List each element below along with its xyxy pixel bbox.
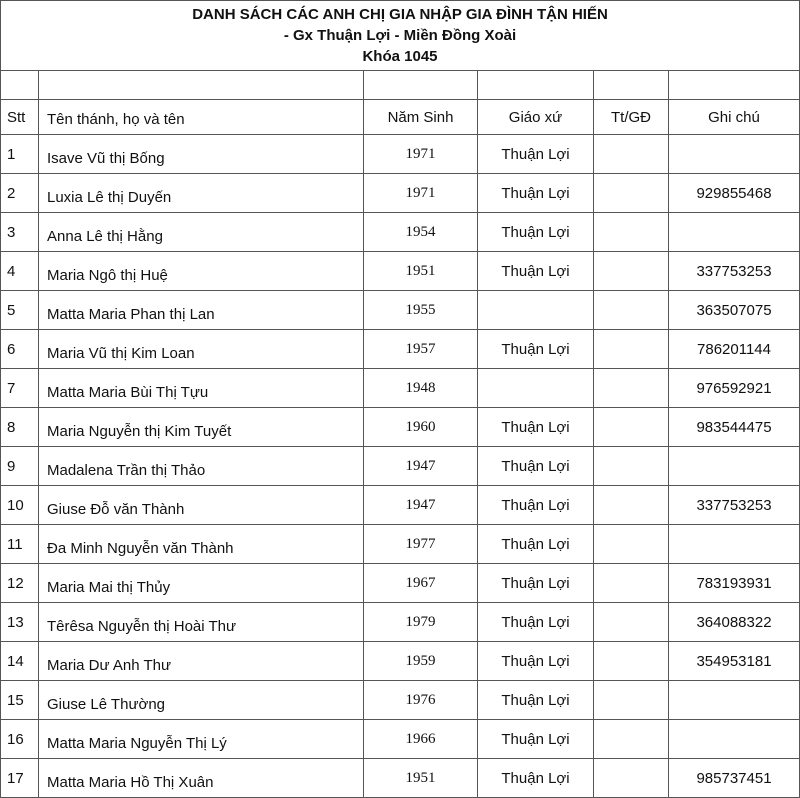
row-year: 1960 bbox=[364, 408, 478, 447]
table-row bbox=[1, 720, 800, 759]
row-ttgd bbox=[594, 135, 669, 174]
header-name: Tên thánh, họ và tên bbox=[39, 100, 364, 135]
document-subtitle: - Gx Thuận Lợi - Miền Đồng Xoài bbox=[283, 27, 517, 44]
row-stt: 13 bbox=[1, 603, 39, 642]
row-note: 363507075 bbox=[669, 291, 800, 330]
row-stt: 17 bbox=[1, 759, 39, 798]
row-year: 1955 bbox=[364, 291, 478, 330]
row-name: Maria Mai thị Thủy bbox=[39, 564, 364, 603]
row-stt: 9 bbox=[1, 447, 39, 486]
row-name: Madalena Trần thị Thảo bbox=[39, 447, 364, 486]
table-row bbox=[1, 681, 800, 720]
row-parish: Thuận Lợi bbox=[478, 408, 594, 447]
table-row bbox=[1, 525, 800, 564]
row-stt: 11 bbox=[1, 525, 39, 564]
row-parish: Thuận Lợi bbox=[478, 447, 594, 486]
row-ttgd bbox=[594, 330, 669, 369]
row-parish: Thuận Lợi bbox=[478, 759, 594, 798]
row-name: Isave Vũ thị Bống bbox=[39, 135, 364, 174]
row-parish: Thuận Lợi bbox=[478, 720, 594, 759]
row-name: Anna Lê thị Hằng bbox=[39, 213, 364, 252]
row-note bbox=[669, 213, 800, 252]
row-ttgd bbox=[594, 525, 669, 564]
table-cell bbox=[669, 71, 800, 100]
table-row bbox=[1, 408, 800, 447]
row-year: 1947 bbox=[364, 447, 478, 486]
row-year: 1971 bbox=[364, 174, 478, 213]
table-cell bbox=[1, 71, 39, 100]
table-row bbox=[1, 213, 800, 252]
row-year: 1947 bbox=[364, 486, 478, 525]
row-name: Matta Maria Bùi Thị Tựu bbox=[39, 369, 364, 408]
row-stt: 14 bbox=[1, 642, 39, 681]
table-row bbox=[1, 135, 800, 174]
row-name: Giuse Đỗ văn Thành bbox=[39, 486, 364, 525]
row-note: 337753253 bbox=[669, 486, 800, 525]
row-parish: Thuận Lợi bbox=[478, 135, 594, 174]
row-stt: 3 bbox=[1, 213, 39, 252]
row-ttgd bbox=[594, 642, 669, 681]
row-note: 976592921 bbox=[669, 369, 800, 408]
row-name: Maria Dư Anh Thư bbox=[39, 642, 364, 681]
table-row bbox=[1, 759, 800, 798]
row-ttgd bbox=[594, 408, 669, 447]
row-name: Matta Maria Phan thị Lan bbox=[39, 291, 364, 330]
row-year: 1966 bbox=[364, 720, 478, 759]
row-stt: 10 bbox=[1, 486, 39, 525]
row-name: Maria Vũ thị Kim Loan bbox=[39, 330, 364, 369]
row-name: Matta Maria Hồ Thị Xuân bbox=[39, 759, 364, 798]
member-table bbox=[0, 70, 800, 798]
row-year: 1954 bbox=[364, 213, 478, 252]
row-year: 1957 bbox=[364, 330, 478, 369]
table-row bbox=[1, 486, 800, 525]
blank-row bbox=[1, 71, 800, 100]
row-name: Matta Maria Nguyễn Thị Lý bbox=[39, 720, 364, 759]
table-cell bbox=[594, 71, 669, 100]
row-note bbox=[669, 720, 800, 759]
row-note: 983544475 bbox=[669, 408, 800, 447]
row-ttgd bbox=[594, 174, 669, 213]
row-note: 337753253 bbox=[669, 252, 800, 291]
table-row bbox=[1, 252, 800, 291]
row-stt: 5 bbox=[1, 291, 39, 330]
row-ttgd bbox=[594, 447, 669, 486]
row-stt: 4 bbox=[1, 252, 39, 291]
row-year: 1959 bbox=[364, 642, 478, 681]
row-name: Luxia Lê thị Duyến bbox=[39, 174, 364, 213]
row-note: 783193931 bbox=[669, 564, 800, 603]
row-parish: Thuận Lợi bbox=[478, 330, 594, 369]
row-ttgd bbox=[594, 720, 669, 759]
row-stt: 12 bbox=[1, 564, 39, 603]
table-row bbox=[1, 291, 800, 330]
row-parish: Thuận Lợi bbox=[478, 174, 594, 213]
row-ttgd bbox=[594, 213, 669, 252]
row-ttgd bbox=[594, 291, 669, 330]
row-year: 1948 bbox=[364, 369, 478, 408]
table-row bbox=[1, 603, 800, 642]
row-parish: Thuận Lợi bbox=[478, 486, 594, 525]
row-stt: 7 bbox=[1, 369, 39, 408]
row-stt: 8 bbox=[1, 408, 39, 447]
table-row bbox=[1, 369, 800, 408]
table-cell bbox=[364, 71, 478, 100]
row-year: 1951 bbox=[364, 759, 478, 798]
row-ttgd bbox=[594, 603, 669, 642]
row-parish: Thuận Lợi bbox=[478, 525, 594, 564]
header-parish: Giáo xứ bbox=[478, 100, 594, 135]
row-parish bbox=[478, 369, 594, 408]
document-title: DANH SÁCH CÁC ANH CHỊ GIA NHẬP GIA ĐÌNH TẬN HIẾN bbox=[192, 6, 608, 23]
table-row bbox=[1, 330, 800, 369]
row-parish: Thuận Lợi bbox=[478, 681, 594, 720]
row-stt: 15 bbox=[1, 681, 39, 720]
row-name: Maria Ngô thị Huệ bbox=[39, 252, 364, 291]
row-ttgd bbox=[594, 759, 669, 798]
row-stt: 1 bbox=[1, 135, 39, 174]
table-cell bbox=[478, 71, 594, 100]
row-year: 1967 bbox=[364, 564, 478, 603]
row-parish: Thuận Lợi bbox=[478, 642, 594, 681]
header-year: Năm Sinh bbox=[364, 100, 478, 135]
row-note bbox=[669, 447, 800, 486]
table-row bbox=[1, 174, 800, 213]
row-note bbox=[669, 681, 800, 720]
table-row bbox=[1, 642, 800, 681]
table-row bbox=[1, 447, 800, 486]
header-ttgd: Tt/GĐ bbox=[594, 100, 669, 135]
row-year: 1951 bbox=[364, 252, 478, 291]
row-parish: Thuận Lợi bbox=[478, 213, 594, 252]
row-stt: 6 bbox=[1, 330, 39, 369]
course-label: Khóa 1045 bbox=[362, 48, 438, 65]
header-note: Ghi chú bbox=[669, 100, 800, 135]
row-parish: Thuận Lợi bbox=[478, 603, 594, 642]
row-note: 364088322 bbox=[669, 603, 800, 642]
header-row bbox=[1, 100, 800, 135]
row-note: 985737451 bbox=[669, 759, 800, 798]
row-note: 354953181 bbox=[669, 642, 800, 681]
row-name: Têrêsa Nguyễn thị Hoài Thư bbox=[39, 603, 364, 642]
row-stt: 2 bbox=[1, 174, 39, 213]
table-cell bbox=[39, 71, 364, 100]
row-year: 1977 bbox=[364, 525, 478, 564]
row-parish: Thuận Lợi bbox=[478, 564, 594, 603]
row-note bbox=[669, 525, 800, 564]
row-note bbox=[669, 135, 800, 174]
row-ttgd bbox=[594, 252, 669, 291]
title-block bbox=[0, 0, 800, 71]
row-name: Đa Minh Nguyễn văn Thành bbox=[39, 525, 364, 564]
row-year: 1971 bbox=[364, 135, 478, 174]
row-note: 786201144 bbox=[669, 330, 800, 369]
row-year: 1979 bbox=[364, 603, 478, 642]
header-stt: Stt bbox=[1, 100, 39, 135]
row-name: Maria Nguyễn thị Kim Tuyết bbox=[39, 408, 364, 447]
row-ttgd bbox=[594, 681, 669, 720]
row-ttgd bbox=[594, 369, 669, 408]
row-year: 1976 bbox=[364, 681, 478, 720]
row-ttgd bbox=[594, 564, 669, 603]
table-row bbox=[1, 564, 800, 603]
row-stt: 16 bbox=[1, 720, 39, 759]
row-parish: Thuận Lợi bbox=[478, 252, 594, 291]
row-parish bbox=[478, 291, 594, 330]
row-note: 929855468 bbox=[669, 174, 800, 213]
row-name: Giuse Lê Thường bbox=[39, 681, 364, 720]
row-ttgd bbox=[594, 486, 669, 525]
